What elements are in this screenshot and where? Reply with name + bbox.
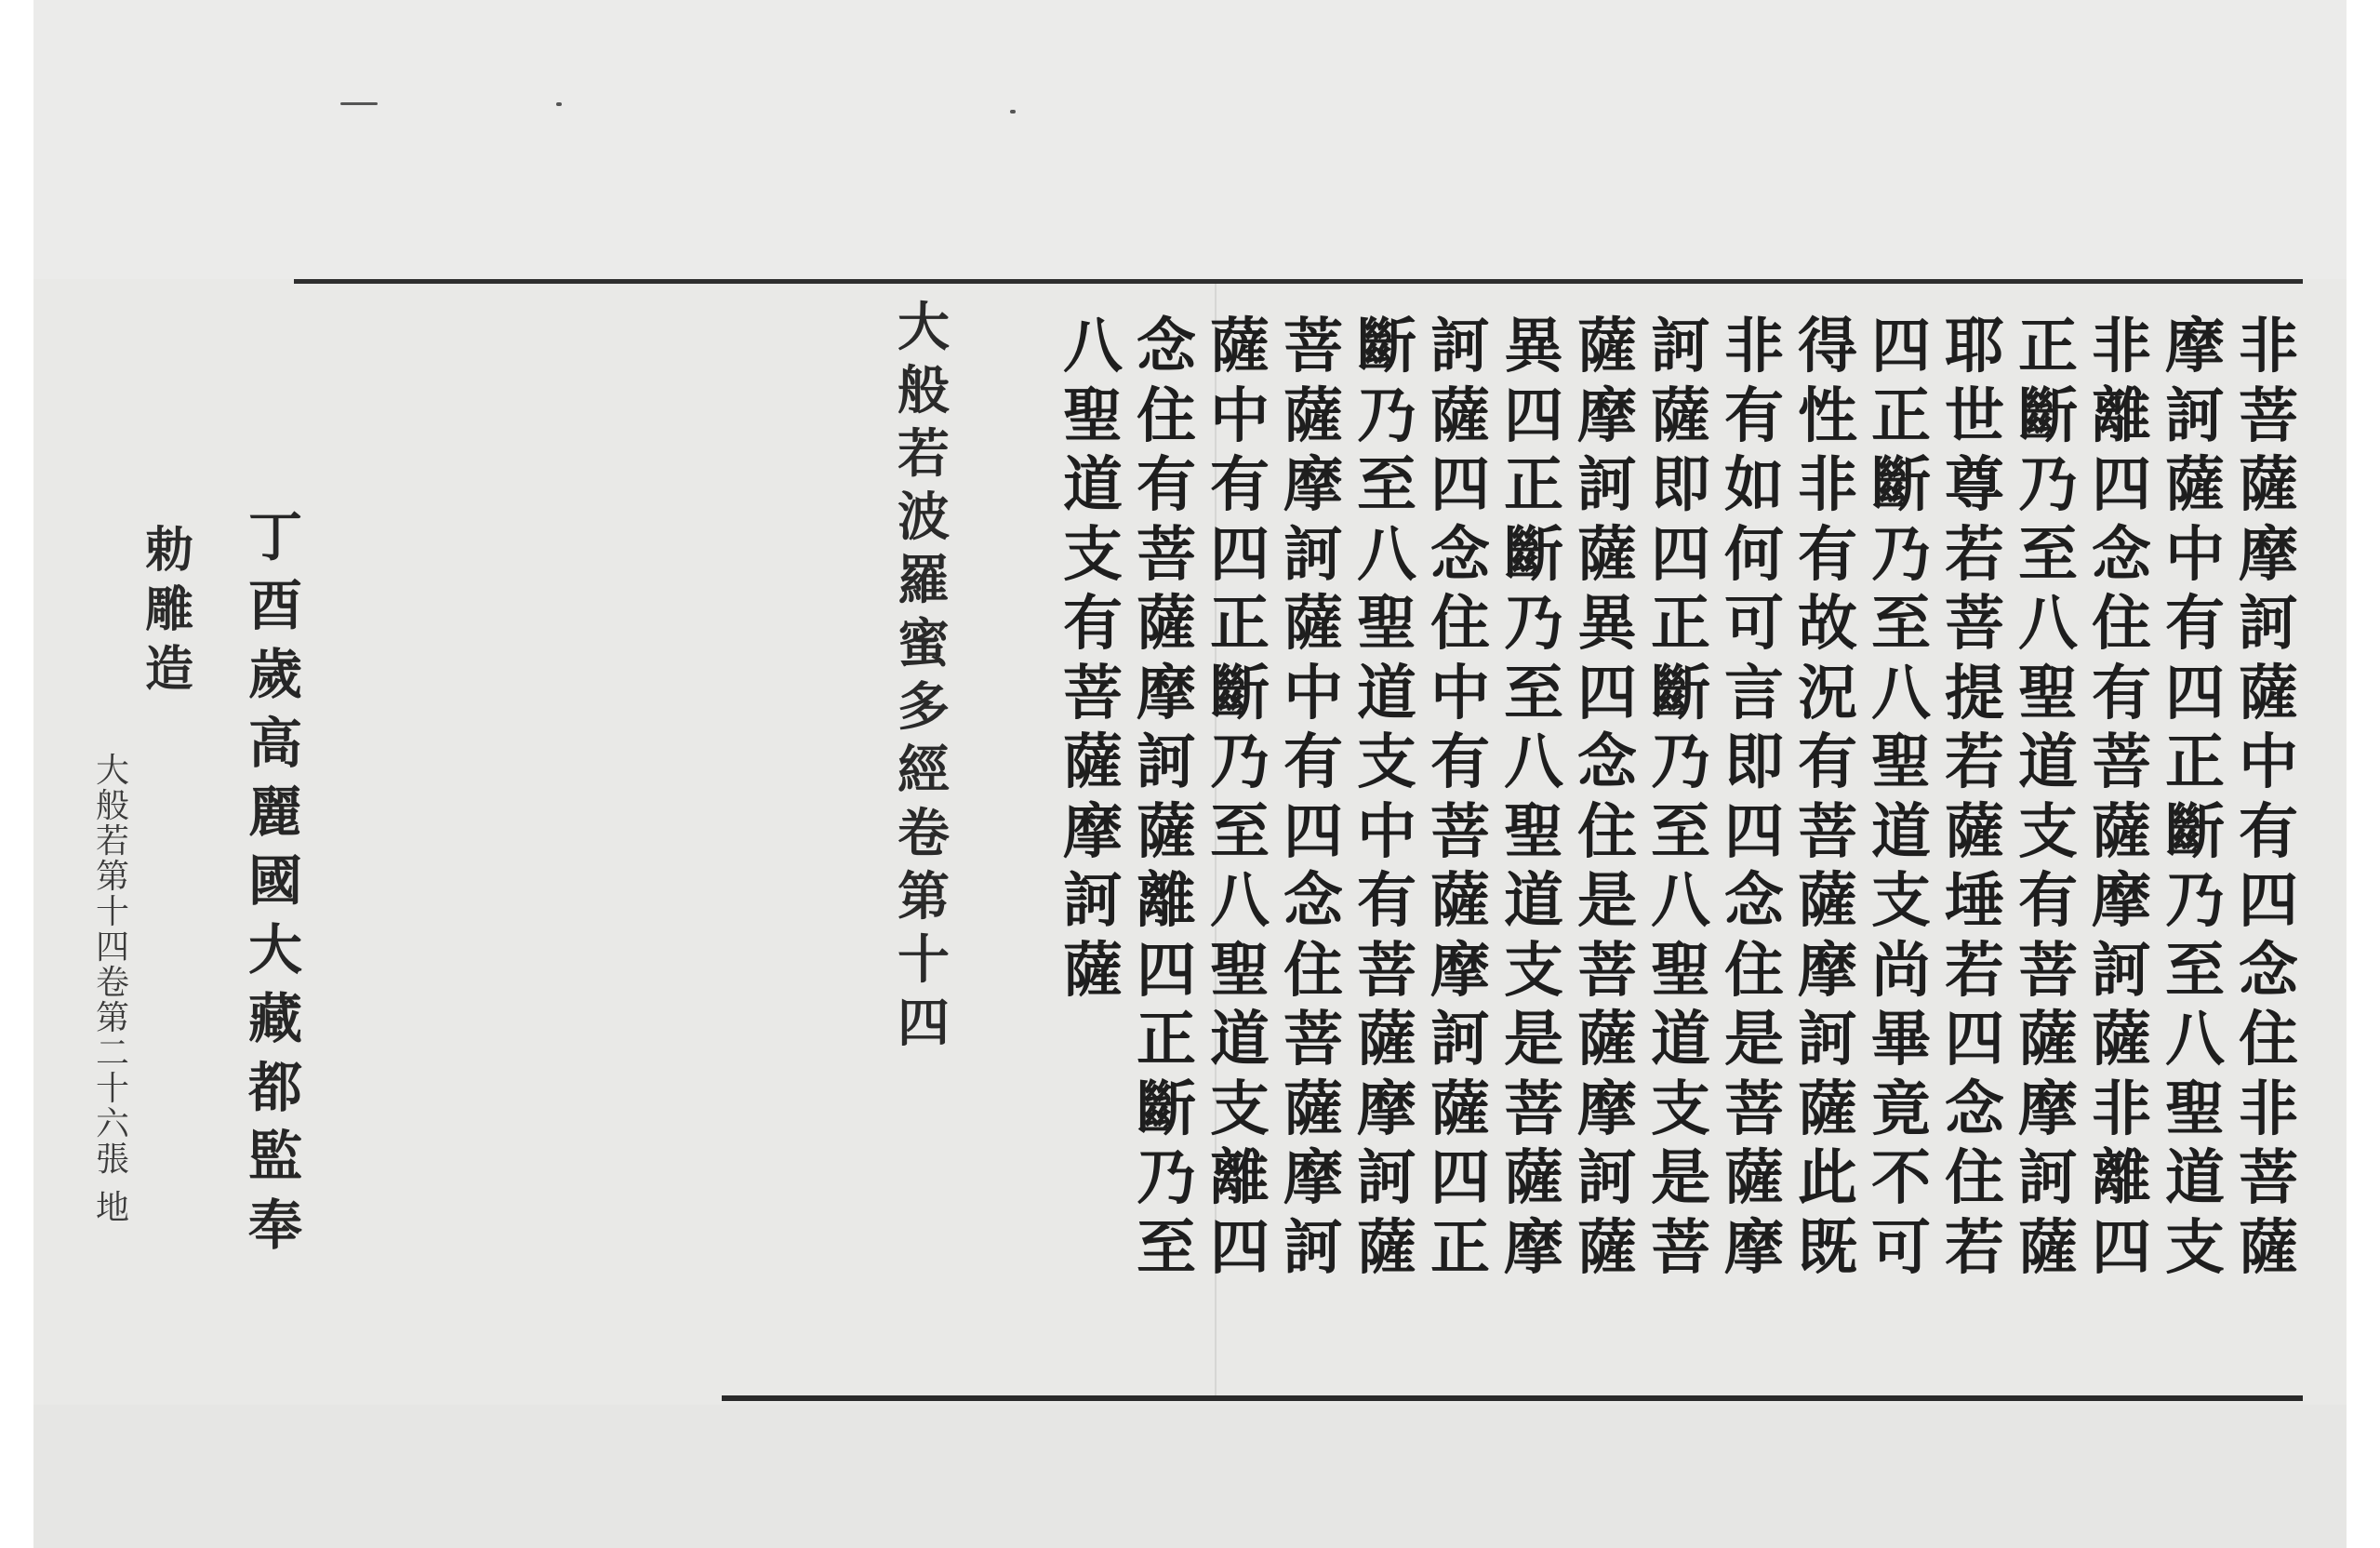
text-column-13: 斷乃至八聖道支中有菩薩摩訶薩 <box>1357 312 1416 1283</box>
text-column-1: 非菩薩摩訶薩中有四念住非菩薩 <box>2239 312 2298 1283</box>
text-column-3: 非離四念住有菩薩摩訶薩非離四 <box>2092 312 2151 1283</box>
text-column-6: 四正斷乃至八聖道支尚畢竟不可 <box>1871 312 1931 1283</box>
bottom-border-line <box>722 1395 2303 1401</box>
ink-speck <box>556 102 562 106</box>
colophon-line-1: 丁酉歲高麗國大藏都監奉 <box>247 505 302 1257</box>
volume-note <box>89 754 136 1226</box>
text-column-4: 正斷乃至八聖道支有菩薩摩訶薩 <box>2018 312 2078 1283</box>
text-column-15: 薩中有四正斷乃至八聖道支離四 <box>1210 312 1270 1283</box>
volume-note-mark: 地 <box>95 1189 129 1227</box>
text-column-2: 摩訶薩中有四正斷乃至八聖道支 <box>2165 312 2225 1283</box>
top-border-line <box>294 279 2303 284</box>
text-column-8: 非有如何可言即四念住是菩薩摩 <box>1724 312 1784 1283</box>
ink-speck <box>340 102 378 105</box>
text-column-5: 耶世尊若菩提若薩埵若四念住若 <box>1945 312 2004 1283</box>
ink-speck <box>1010 110 1016 113</box>
colophon-line-2: 勅雕造 <box>144 522 193 698</box>
text-column-14: 菩薩摩訶薩中有四念住菩薩摩訶 <box>1283 312 1343 1283</box>
text-column-9: 訶薩即四正斷乃至八聖道支是菩 <box>1651 312 1710 1283</box>
volume-note-text: 大般若第十四卷第二十六張 <box>95 752 129 1179</box>
scripture-page <box>33 0 2347 1548</box>
text-column-17: 八聖道支有菩薩摩訶薩 <box>1063 312 1123 1006</box>
text-column-7: 得性非有故況有菩薩摩訶薩此既 <box>1798 312 1857 1283</box>
sutra-title: 大般若波羅蜜多經卷第十四 <box>897 297 950 1054</box>
text-column-11: 異四正斷乃至八聖道支是菩薩摩 <box>1504 312 1563 1283</box>
text-column-10: 薩摩訶薩異四念住是菩薩摩訶薩 <box>1577 312 1637 1283</box>
paper-bottom-margin <box>33 1405 2347 1548</box>
paper-top-margin <box>33 0 2347 279</box>
text-column-16: 念住有菩薩摩訶薩離四正斷乃至 <box>1137 312 1196 1283</box>
text-column-12: 訶薩四念住中有菩薩摩訶薩四正 <box>1430 312 1490 1283</box>
